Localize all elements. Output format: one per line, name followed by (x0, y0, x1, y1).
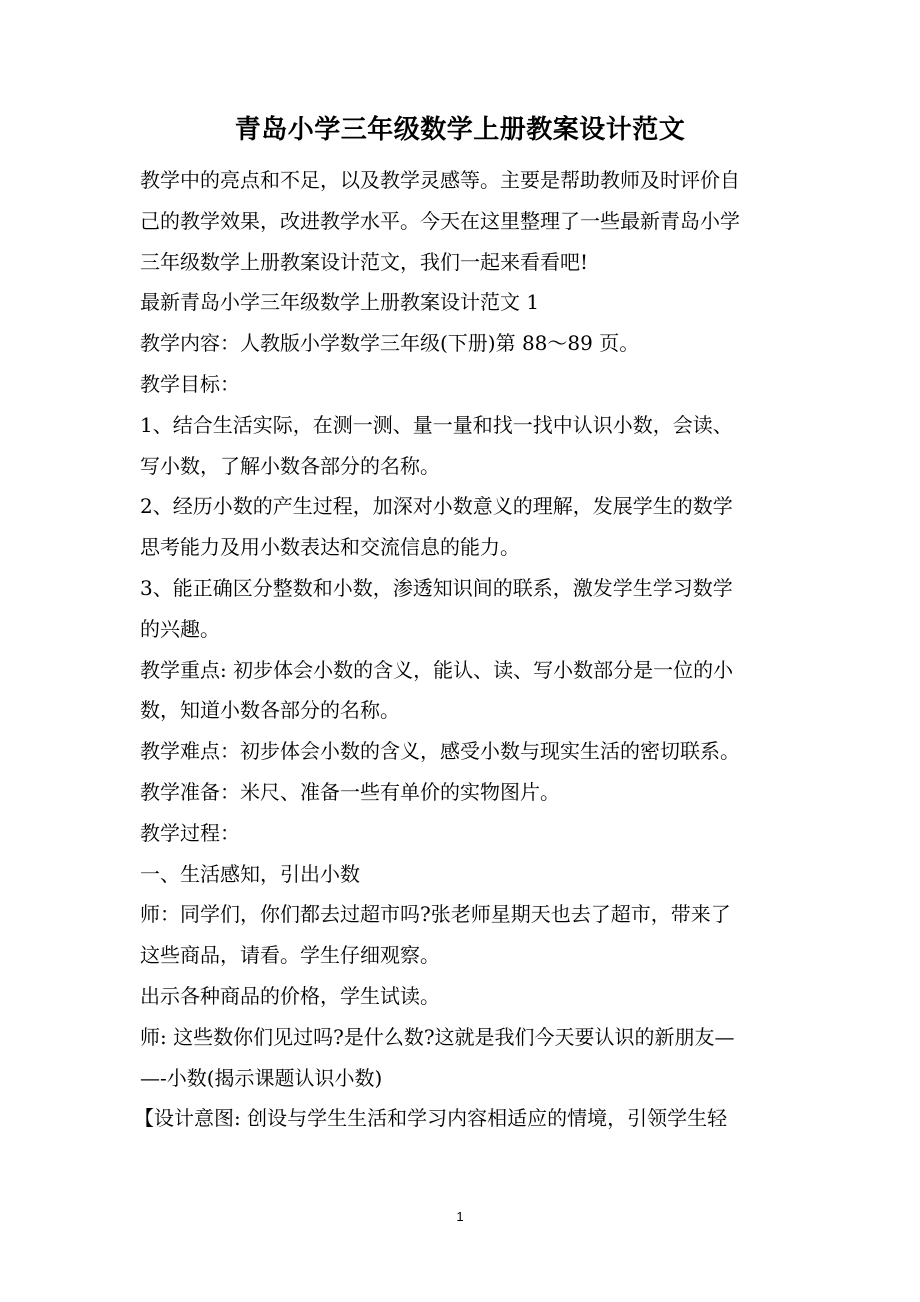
body-line: 1、结合生活实际，在测一测、量一量和找一找中认识小数，会读、 (140, 412, 733, 437)
body-line: 这些商品，请看。学生仔细观察。 (140, 943, 440, 968)
body-line: 教学过程： (140, 820, 240, 845)
body-line: 教学准备：米尺、准备一些有单价的实物图片。 (140, 779, 560, 804)
body-line: 教学中的亮点和不足，以及教学灵感等。主要是帮助教师及时评价自 (140, 168, 740, 192)
body-line: 教学内容：人教版小学数学三年级(下册)第 88～89 页。 (140, 331, 640, 356)
body-line: 3、能正确区分整数和小数，渗透知识间的联系，激发学生学习数学 (140, 575, 733, 600)
document-title: 青岛小学三年级数学上册教案设计范文 (234, 115, 686, 145)
body-line: 三年级数学上册教案设计范文，我们一起来看看吧! (140, 249, 589, 274)
body-line: —-小数(揭示课题认识小数) (140, 1065, 383, 1090)
body-line: 2、经历小数的产生过程，加深对小数意义的理解，发展学生的数学 (140, 494, 733, 519)
body-line: 教学重点: 初步体会小数的含义，能认、读、写小数部分是一位的小 (140, 657, 734, 682)
body-line: 师: 这些数你们见过吗?是什么数?这就是我们今天要认识的新朋友— (140, 1024, 735, 1049)
body-line: 出示各种商品的价格，学生试读。 (140, 983, 440, 1008)
body-line: 思考能力及用小数表达和交流信息的能力。 (140, 535, 520, 560)
body-line: 的兴趣。 (140, 616, 220, 641)
body-line: 数，知道小数各部分的名称。 (140, 698, 400, 723)
page-number: 1 (456, 1209, 464, 1224)
body-line: 教学难点：初步体会小数的含义，感受小数与现实生活的密切联系。 (140, 739, 740, 764)
body-line: 写小数，了解小数各部分的名称。 (140, 453, 440, 478)
body-line: 师：同学们，你们都去过超市吗?张老师星期天也去了超市，带来了 (140, 902, 731, 927)
body-line: 一、生活感知，引出小数 (140, 861, 360, 886)
document-body (134, 160, 790, 1139)
section-heading: 最新青岛小学三年级数学上册教案设计范文 1 (140, 290, 540, 315)
body-line: 【设计意图: 创设与学生生活和学习内容相适应的情境，引领学生轻 (134, 1106, 728, 1131)
body-line: 己的教学效果，改进教学水平。今天在这里整理了一些最新青岛小学 (140, 208, 740, 233)
body-line: 教学目标： (140, 371, 240, 396)
